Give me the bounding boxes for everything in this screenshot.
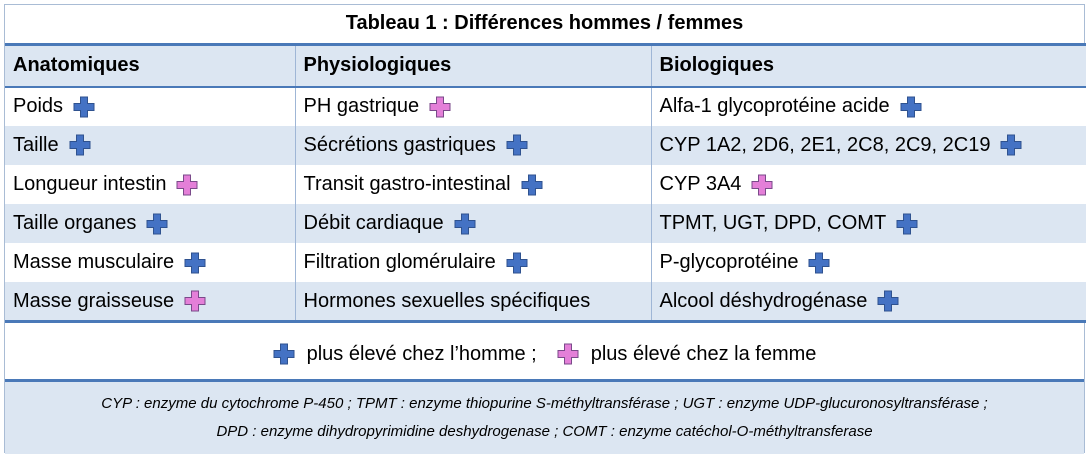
cell-anatomique-text: Masse graisseuse xyxy=(13,289,175,312)
cell-physiologique-text: Débit cardiaque xyxy=(303,212,444,235)
cell-physiologique xyxy=(295,165,651,204)
blue-plus-icon xyxy=(521,174,543,196)
cell-anatomique xyxy=(5,126,295,165)
pink-plus-icon xyxy=(176,174,198,196)
blue-plus-icon xyxy=(506,252,528,274)
cell-physiologique-text: Filtration glomérulaire xyxy=(303,251,496,274)
cell-physiologique xyxy=(295,126,651,165)
cell-physiologique-text: Sécrétions gastriques xyxy=(303,133,496,156)
blue-plus-icon xyxy=(1000,134,1022,156)
blue-plus-icon xyxy=(184,252,206,274)
cell-biologique xyxy=(651,204,1086,243)
cell-anatomique-text: Masse musculaire xyxy=(13,251,175,274)
header-biologiques: Biologiques xyxy=(651,45,1086,87)
differences-table xyxy=(5,43,1086,323)
cell-biologique-text: CYP 1A2, 2D6, 2E1, 2C8, 2C9, 2C19 xyxy=(659,133,991,156)
table-row xyxy=(5,165,1086,204)
table-row xyxy=(5,126,1086,165)
cell-biologique xyxy=(651,165,1086,204)
pink-plus-icon xyxy=(557,343,579,365)
footnote-line: CYP : enzyme du cytochrome P-450 ; TPMT : enzyme thiopurine S-méthyltransférase ; UGT : enzyme UDP-glucuronosyltransférase ; xyxy=(101,395,988,412)
header-physiologiques: Physiologiques xyxy=(295,45,651,87)
cell-biologique-text: P-glycoprotéine xyxy=(659,251,799,274)
cell-biologique-text: Alcool déshydrogénase xyxy=(659,289,868,312)
pink-plus-icon xyxy=(429,96,451,118)
blue-plus-icon xyxy=(273,343,295,365)
blue-plus-icon xyxy=(900,96,922,118)
cell-physiologique xyxy=(295,204,651,243)
legend-female-text: plus élevé chez la femme xyxy=(590,342,817,365)
cell-biologique-text: CYP 3A4 xyxy=(659,173,742,196)
cell-biologique-text: TPMT, UGT, DPD, COMT xyxy=(659,212,887,235)
cell-anatomique xyxy=(5,204,295,243)
footnotes xyxy=(5,379,1084,454)
blue-plus-icon xyxy=(506,134,528,156)
cell-physiologique xyxy=(295,282,651,321)
cell-biologique xyxy=(651,243,1086,282)
pink-plus-icon xyxy=(184,290,206,312)
cell-anatomique xyxy=(5,87,295,126)
table-frame xyxy=(4,4,1085,453)
header-anatomiques: Anatomiques xyxy=(13,54,140,77)
blue-plus-icon xyxy=(73,96,95,118)
pink-plus-icon xyxy=(751,174,773,196)
cell-anatomique-text: Taille organes xyxy=(13,212,137,235)
cell-physiologique-text: PH gastrique xyxy=(303,95,420,118)
cell-biologique-text: Alfa-1 glycoprotéine acide xyxy=(659,95,890,118)
cell-physiologique-text: Hormones sexuelles spécifiques xyxy=(303,289,591,312)
footnote-line: DPD : enzyme dihydropyrimidine deshydrogenase ; COMT : enzyme catéchol-O-méthyltransferase xyxy=(216,423,873,440)
blue-plus-icon xyxy=(896,213,918,235)
table-row xyxy=(5,243,1086,282)
cell-biologique xyxy=(651,87,1086,126)
blue-plus-icon xyxy=(146,213,168,235)
table-row xyxy=(5,282,1086,321)
cell-biologique xyxy=(651,126,1086,165)
cell-anatomique-text: Longueur intestin xyxy=(13,173,167,196)
legend xyxy=(5,331,1084,377)
blue-plus-icon xyxy=(69,134,91,156)
blue-plus-icon xyxy=(454,213,476,235)
cell-physiologique-text: Transit gastro-intestinal xyxy=(303,173,511,196)
blue-plus-icon xyxy=(808,252,830,274)
blue-plus-icon xyxy=(877,290,899,312)
table-row xyxy=(5,204,1086,243)
cell-anatomique-text: Poids xyxy=(13,95,64,118)
header-row xyxy=(5,45,1086,87)
cell-physiologique xyxy=(295,87,651,126)
table-title: Tableau 1 : Différences hommes / femmes xyxy=(345,12,744,34)
legend-male-text: plus élevé chez l’homme ; xyxy=(306,342,537,365)
cell-anatomique xyxy=(5,282,295,321)
table-row xyxy=(5,87,1086,126)
cell-anatomique xyxy=(5,243,295,282)
cell-anatomique xyxy=(5,165,295,204)
cell-biologique xyxy=(651,282,1086,321)
cell-physiologique xyxy=(295,243,651,282)
cell-anatomique-text: Taille xyxy=(13,133,59,156)
